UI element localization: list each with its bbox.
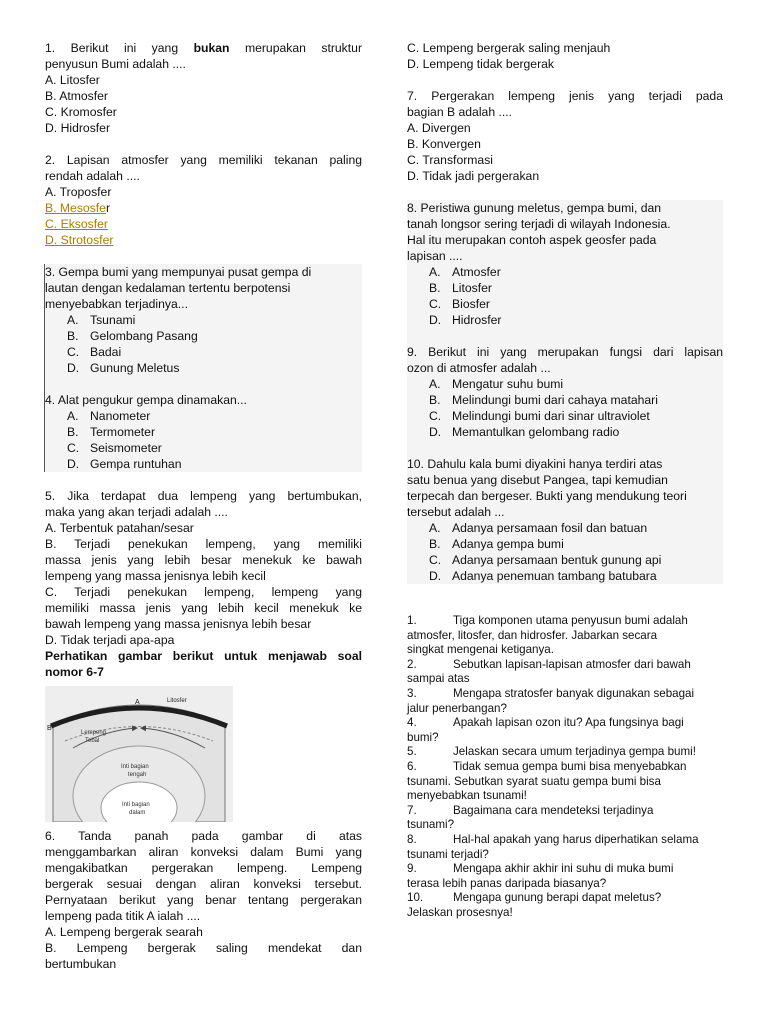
question-9-line: ozon di atmosfer adalah ... — [407, 361, 551, 375]
figure-label-lempeng: Lempeng — [81, 730, 107, 736]
left-column — [45, 40, 362, 972]
option: A. Nanometer — [67, 409, 151, 423]
option: B. Melindungi bumi dari cahaya matahari — [429, 393, 658, 407]
question-1-line: penyusun Bumi adalah .... — [45, 57, 186, 71]
option: B. Lempeng bergerak saling mendekat dan — [45, 941, 362, 955]
essay-item: 8. Hal-hal apakah yang harus diperhatikan selama — [407, 832, 699, 846]
question-8-line: lapisan .... — [407, 249, 463, 263]
question-6-line: 6. Tanda panah pada gambar di atas — [45, 829, 362, 843]
option: memiliki massa jenis yang lebih kecil menekuk ke — [45, 601, 362, 615]
instruction-line: Perhatikan gambar berikut untuk menjawab soal — [45, 649, 362, 663]
option: C. Kromosfer — [45, 105, 117, 119]
option: D. Gempa runtuhan — [67, 457, 182, 471]
option: B. Adanya gempa bumi — [429, 537, 564, 551]
essay-continuation: Jelaskan prosesnya! — [407, 905, 513, 919]
option: C. Lempeng bergerak saling menjauh — [407, 41, 611, 55]
essay-item: 6. Tidak semua gempa bumi bisa menyebabkan — [407, 759, 687, 773]
option-link[interactable]: D. Strotosfer — [45, 233, 114, 247]
option: A. Tsunami — [67, 313, 136, 327]
option: A. Lempeng bergerak searah — [45, 925, 203, 939]
question-10-line: satu benua yang disebut Pangea, tapi kemudian — [407, 473, 668, 487]
essay-continuation: tsunami terjadi? — [407, 847, 489, 861]
question-1 — [45, 40, 362, 136]
right-column — [407, 40, 723, 920]
essay-continuation: sampai atas — [407, 672, 470, 686]
option: massa jenis yang lebih besar menekuk ke bawah — [45, 553, 362, 567]
question-5-line: 5. Jika terdapat dua lempeng yang bertumbukan, — [45, 489, 362, 503]
question-2-line: rendah adalah .... — [45, 169, 140, 183]
option: B. Terjadi penekukan lempeng, yang memiliki — [45, 537, 362, 551]
essay-continuation: singkat mengenai ketiganya. — [407, 643, 554, 657]
option: A. Mengatur suhu bumi — [429, 377, 564, 391]
essay-item: 1. Tiga komponen utama penyusun bumi adalah — [407, 614, 688, 627]
question-7-line: bagian B adalah .... — [407, 105, 513, 119]
figure-label-inti-tengah: tengah — [128, 772, 147, 778]
emphasis-bukan: bukan — [193, 41, 230, 55]
option: B. Gelombang Pasang — [67, 329, 198, 343]
option: A. Adanya persamaan fosil dan batuan — [429, 521, 648, 535]
option: A. Atmosfer — [429, 265, 501, 279]
option: B. Termometer — [67, 425, 156, 439]
essay-questions — [407, 614, 723, 920]
essay-item: 2. Sebutkan lapisan-lapisan atmosfer dari bawah — [407, 657, 691, 671]
figure-label-b: B — [47, 725, 52, 732]
essay-item: 7. Bagaimana cara mendeteksi terjadinya — [407, 803, 654, 817]
question-3-line: lautan dengan kedalaman tertentu berpotensi — [45, 281, 291, 295]
option: B. Litosfer — [429, 281, 492, 295]
option-link[interactable]: C. Eksosfer — [45, 217, 108, 231]
essay-item: 3. Mengapa stratosfer banyak digunakan sebagai — [407, 686, 695, 700]
option: C. Adanya persamaan bentuk gunung api — [429, 553, 662, 567]
earth-convection-figure — [45, 686, 233, 822]
question-1-line: 1. Berikut ini yang bukan merupakan struktur — [45, 41, 363, 55]
question-6-line: menggambarkan aliran konveksi dalam Bumi yang — [45, 845, 362, 859]
option: bawah lempeng yang massa jenisnya lebih besar — [45, 617, 312, 631]
option: D. Gunung Meletus — [67, 361, 180, 375]
question-8 — [407, 200, 723, 328]
question-8-line: 8. Peristiwa gunung meletus, gempa bumi, dan — [407, 201, 662, 215]
option: A. Troposfer — [45, 185, 112, 199]
essay-continuation: bumi? — [407, 730, 439, 744]
question-5 — [45, 488, 362, 648]
figure-label-inti-tengah: Inti bagian — [121, 764, 149, 770]
question-2 — [45, 152, 362, 248]
option: A. Divergen — [407, 121, 471, 135]
option: B. Atmosfer — [45, 89, 108, 103]
essay-continuation: tsunami? — [407, 818, 455, 832]
option: C. Badai — [67, 345, 122, 359]
question-10 — [407, 456, 723, 584]
essay-continuation: tsunami. Sebutkan syarat suatu gempa bumi bisa — [407, 774, 661, 788]
figure-label-inti-dalam: Inti bagian — [122, 802, 150, 808]
questions-8-10 — [407, 200, 723, 584]
question-6-line: mengakibatkan pergerakan lempeng. Lempeng — [45, 861, 362, 875]
figure-label-a: A — [135, 699, 140, 706]
question-3-line: menyebabkan terjadinya... — [45, 297, 188, 311]
option: C. Seismometer — [67, 441, 162, 455]
question-10-line: tersebut adalah ... — [407, 505, 505, 519]
question-3-line: 3. Gempa bumi yang mempunyai pusat gempa di — [45, 265, 312, 279]
figure-label-litosfer: Litosfer — [167, 698, 187, 704]
question-6-line: Pernyataan berikut yang benar tentang pergerakan — [45, 893, 362, 907]
instruction — [45, 648, 362, 680]
option: D. Lempeng tidak bergerak — [407, 57, 555, 71]
option-link[interactable]: B. Mesosfer — [45, 201, 111, 215]
option: lempeng yang massa jenisnya lebih kecil — [45, 569, 266, 583]
instruction-line: nomor 6-7 — [45, 665, 104, 679]
essay-item: 5. Jelaskan secara umum terjadinya gempa bumi! — [407, 745, 696, 759]
option: C. Transformasi — [407, 153, 494, 167]
question-6 — [45, 828, 362, 972]
question-6-line: bergerak sesuai dengan aliran konveksi tersebut. — [45, 877, 362, 891]
option: C. Terjadi penekukan lempeng, lempeng yang — [45, 585, 362, 599]
option: B. Konvergen — [407, 137, 481, 151]
option: D. Hidrosfer — [45, 121, 111, 135]
option: C. Biosfer — [429, 297, 490, 311]
question-6-continued — [407, 40, 723, 72]
question-10-line: 10. Dahulu kala bumi diyakini hanya terdiri atas — [407, 457, 663, 471]
essay-item: 9. Mengapa akhir akhir ini suhu di muka bumi — [407, 862, 674, 876]
option: bertumbukan — [45, 957, 117, 971]
option: D. Hidrosfer — [429, 313, 502, 327]
question-8-line: Hal itu merupakan contoh aspek geosfer pada — [407, 233, 657, 247]
question-7-line: 7. Pergerakan lempeng jenis yang terjadi pada — [407, 89, 723, 103]
question-9 — [407, 344, 723, 440]
question-6-line: lempeng pada titik A ialah .... — [45, 909, 201, 923]
figure-label-tebal: Tebal — [85, 738, 100, 744]
essay-continuation: jalur penerbangan? — [407, 701, 507, 715]
essay-continuation: atmosfer, litosfer, dan hidrosfer. Jabarkan secara — [407, 628, 658, 642]
question-10-line: terpecah dan bergeser. Bukti yang mendukung teori — [407, 489, 687, 503]
option: A. Terbentuk patahan/sesar — [45, 521, 194, 535]
essay-continuation: menyebabkan tsunami! — [407, 789, 527, 803]
question-7 — [407, 88, 723, 184]
option: D. Adanya penemuan tambang batubara — [429, 569, 657, 583]
question-8-line: tanah longsor sering terjadi di wilayah Indonesia. — [407, 217, 671, 231]
question-3 — [44, 264, 362, 472]
option: D. Tidak terjadi apa-apa — [45, 633, 175, 647]
question-5-line: maka yang akan terjadi adalah .... — [45, 505, 228, 519]
question-9-line: 9. Berikut ini yang merupakan fungsi dari lapisan — [407, 345, 723, 359]
option: D. Tidak jadi pergerakan — [407, 169, 540, 183]
option: A. Litosfer — [45, 73, 100, 87]
essay-item: 4. Apakah lapisan ozon itu? Apa fungsinya bagi — [407, 716, 684, 730]
option: C. Melindungi bumi dari sinar ultraviolet — [429, 409, 650, 423]
question-4-line: 4. Alat pengukur gempa dinamakan... — [45, 393, 247, 407]
essay-item: 10. Mengapa gunung berapi dapat meletus? — [407, 891, 662, 905]
essay-continuation: terasa lebih panas daripada biasanya? — [407, 876, 607, 890]
figure-label-inti-dalam: dalam — [129, 810, 146, 816]
option: D. Memantulkan gelombang radio — [429, 425, 620, 439]
question-2-line: 2. Lapisan atmosfer yang memiliki tekanan paling — [45, 153, 362, 167]
